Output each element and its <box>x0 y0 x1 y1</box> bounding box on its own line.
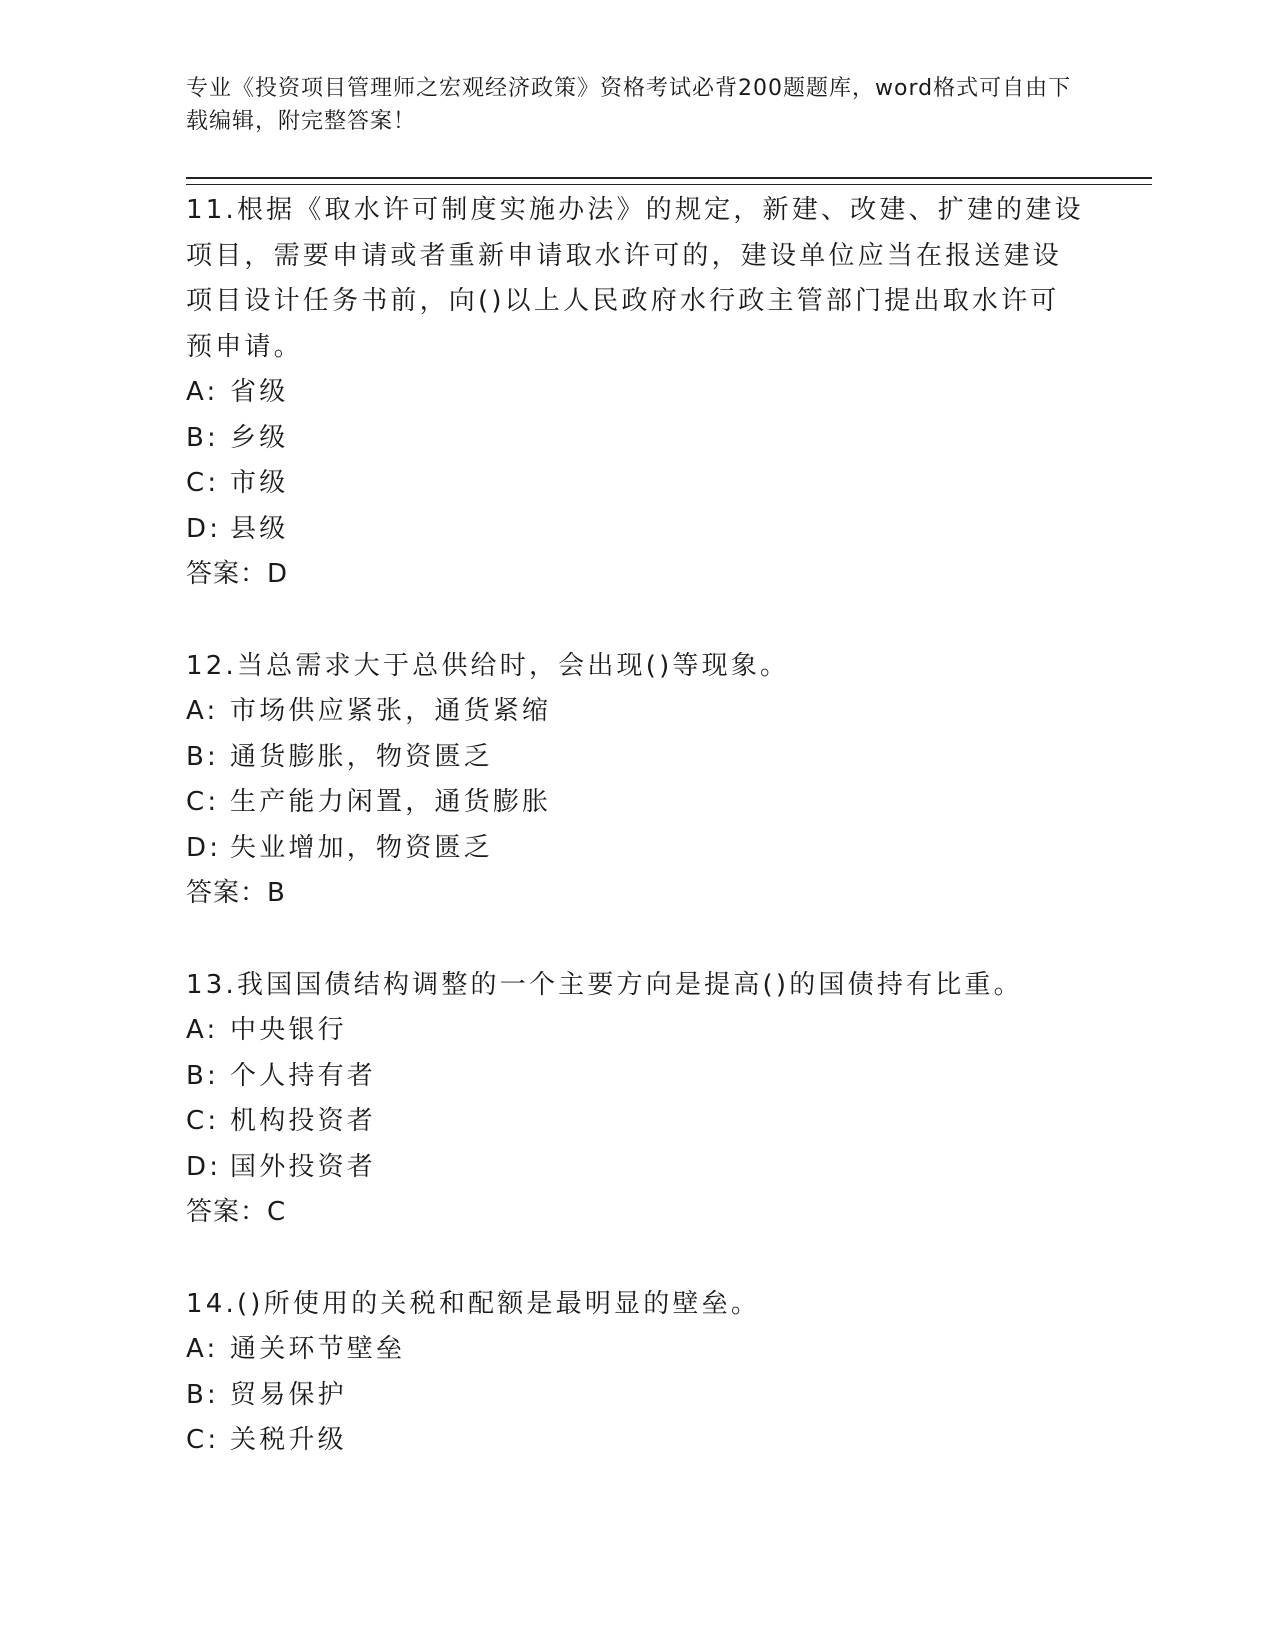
question-stem: 14.()所使用的关税和配额是最明显的壁垒。 <box>186 1288 761 1319</box>
option-text: 中央银行 <box>230 1015 347 1045</box>
option-letter: C: <box>186 1106 220 1136</box>
option-text: 个人持有者 <box>230 1060 377 1091</box>
option-letter: A: <box>186 1015 219 1045</box>
option-letter: D: <box>186 1151 222 1182</box>
option-letter: C: <box>186 1425 220 1455</box>
option-text: 生产能力闲置，通货膨胀 <box>230 787 552 817</box>
option-d <box>186 1145 1086 1191</box>
option-a <box>186 1008 1086 1054</box>
option-letter: D: <box>186 513 222 544</box>
option-text: 机构投资者 <box>230 1106 377 1136</box>
question-stem: 12.当总需求大于总供给时，会出现()等现象。 <box>186 650 790 681</box>
question-13 <box>186 963 1086 1236</box>
option-text: 县级 <box>230 513 289 544</box>
header-divider-thick <box>186 177 1152 179</box>
question-stem: 13.我国国债结构调整的一个主要方向是提高()的国债持有比重。 <box>186 969 1023 1000</box>
question-stem: 11.根据《取水许可制度实施办法》的规定，新建、改建、扩建的建设项目，需要申请或者重新申请取水许可的，建设单位应当在报送建设项目设计任务书前，向()以上人民政府水行政主管部门提出取水许可预申请。 <box>186 195 1084 362</box>
option-d <box>186 507 1086 553</box>
option-text: 通关环节壁垒 <box>230 1334 406 1364</box>
option-a <box>186 370 1086 416</box>
option-d <box>186 826 1086 872</box>
option-letter: D: <box>186 832 222 863</box>
option-c <box>186 780 1086 826</box>
option-c <box>186 461 1086 507</box>
option-b <box>186 416 1086 462</box>
option-text: 乡级 <box>230 422 289 453</box>
option-text: 省级 <box>230 377 289 407</box>
question-11 <box>186 188 1086 598</box>
option-letter: B: <box>186 741 219 772</box>
question-12 <box>186 644 1086 917</box>
option-a <box>186 1327 1086 1373</box>
option-letter: B: <box>186 1060 219 1091</box>
option-letter: C: <box>186 468 220 498</box>
option-text: 失业增加，物资匮乏 <box>230 832 493 863</box>
option-text: 关税升级 <box>230 1425 347 1455</box>
option-a <box>186 689 1086 735</box>
answer-line: 答案：C <box>186 1197 287 1227</box>
option-letter: A: <box>186 377 219 407</box>
option-letter: A: <box>186 1334 219 1364</box>
option-letter: C: <box>186 787 220 817</box>
option-b <box>186 1054 1086 1100</box>
option-c <box>186 1418 1086 1464</box>
answer-line: 答案：D <box>186 559 289 589</box>
option-text: 市级 <box>230 468 289 498</box>
header-divider-thin <box>186 184 1152 185</box>
question-list <box>186 188 1086 1510</box>
option-letter: B: <box>186 422 219 453</box>
answer-line: 答案：B <box>186 878 286 908</box>
option-b <box>186 1373 1086 1419</box>
option-c <box>186 1099 1086 1145</box>
option-text: 贸易保护 <box>230 1379 347 1410</box>
option-text: 通货膨胀，物资匮乏 <box>230 741 493 772</box>
option-text: 国外投资者 <box>230 1151 377 1182</box>
option-letter: A: <box>186 696 219 726</box>
option-text: 市场供应紧张，通货紧缩 <box>230 696 552 726</box>
option-letter: B: <box>186 1379 219 1410</box>
option-b <box>186 735 1086 781</box>
document-header: 专业《投资项目管理师之宏观经济政策》资格考试必背200题题库，word格式可自由下载编辑，附完整答案！ <box>186 76 1072 134</box>
question-14 <box>186 1282 1086 1464</box>
